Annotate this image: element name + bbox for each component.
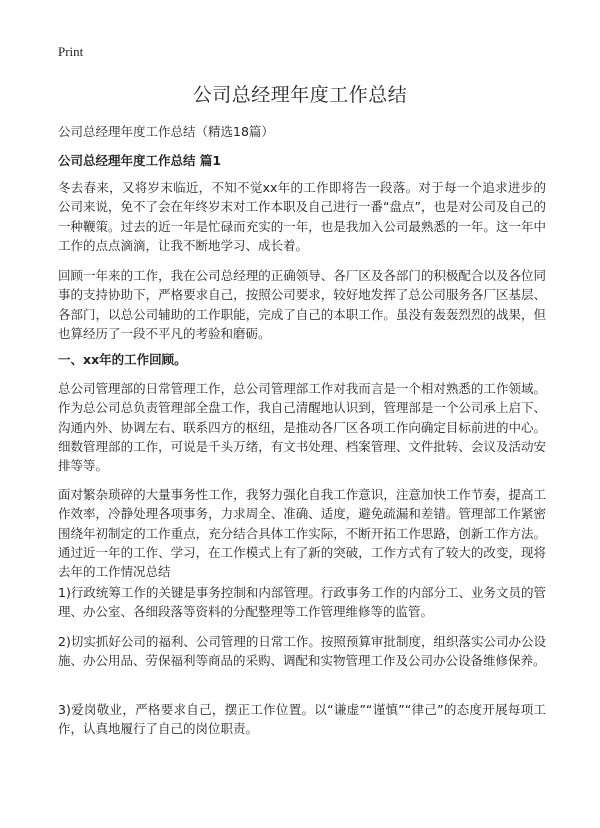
subheading-work-review: 一、xx年的工作回顾。 [58, 352, 187, 367]
paragraph-intro: 冬去春来，又将岁末临近，不知不觉xx年的工作即将告一段落。对于每一个追求进步的公司来说，免不了会在年终岁末对工作本职及自己进行一番“盘点”，也是对公司及自己的一种鞭策。过去的近一年是忙碌而充实的一年，也是我加入公司最熟悉的一年。这一年中工作的点点滴滴，让我不断地学习、成长着。 [58, 180, 546, 253]
paragraph-item-1: 1)行政统筹工作的关键是事务控制和内部管理。行政事务工作的内部分工、业务文员的管理、办公室、各细段落等资料的分配整理等工作管理维修等的监管。 [58, 585, 546, 620]
document-subtitle: 公司总经理年度工作总结（精选18篇） [58, 124, 274, 139]
document-title: 公司总经理年度工作总结 [192, 84, 408, 106]
paragraph-work-efficiency: 面对繁杂琐碎的大量事务性工作，我努力强化自我工作意识，注意加快工作节奏，提高工作效率，冷静处理各项事务，力求周全、准确、适度，避免疏漏和差错。管理部工作紧密围绕年初制定的工作重点，充分结合具体工作实际，不断开拓工作思路，创新工作方法。通过近一年的工作、学习，在工作模式上有了新的突破，工作方式有了较大的改变，现将去年的工作情况总结 [58, 487, 546, 580]
section-heading: 公司总经理年度工作总结 篇1 [58, 153, 222, 168]
paragraph-item-2: 2)切实抓好公司的福利、公司管理的日常工作。按照预算审批制度，组织落实公司办公设施、办公用品、劳保福利等商品的采购、调配和实物管理工作及公司办公设备维修保养。 [58, 634, 546, 669]
paragraph-review: 回顾一年来的工作，我在公司总经理的正确领导、各厂区及各部门的积极配合以及各位同事的支持协助下，严格要求自己，按照公司要求，较好地发挥了总公司服务各厂区基层、各部门，以总公司辅助的工作职能，完成了自己的本职工作。虽没有轰轰烈烈的战果，但也算经历了一段不平凡的考验和磨砺。 [58, 268, 546, 341]
paragraph-item-3: 3)爱岗敬业，严格要求自己，摆正工作位置。以“谦虚”“谨慎”“律己”的态度开展每项工作，认真地履行了自己的岗位职责。 [58, 702, 546, 737]
print-link[interactable]: Print [58, 44, 84, 59]
paragraph-daily-management: 总公司管理部的日常管理工作，总公司管理部工作对我而言是一个相对熟悉的工作领域。作为总公司总负责管理部全盘工作，我自己清醒地认识到，管理部是一个公司承上启下、沟通内外、协调左右、联系四方的枢纽，是推动各厂区各项工作向确定目标前进的中心。细数管理部的工作，可说是千头万绪，有文书处理、档案管理、文件批转、会议及活动安排等等。 [58, 381, 546, 474]
